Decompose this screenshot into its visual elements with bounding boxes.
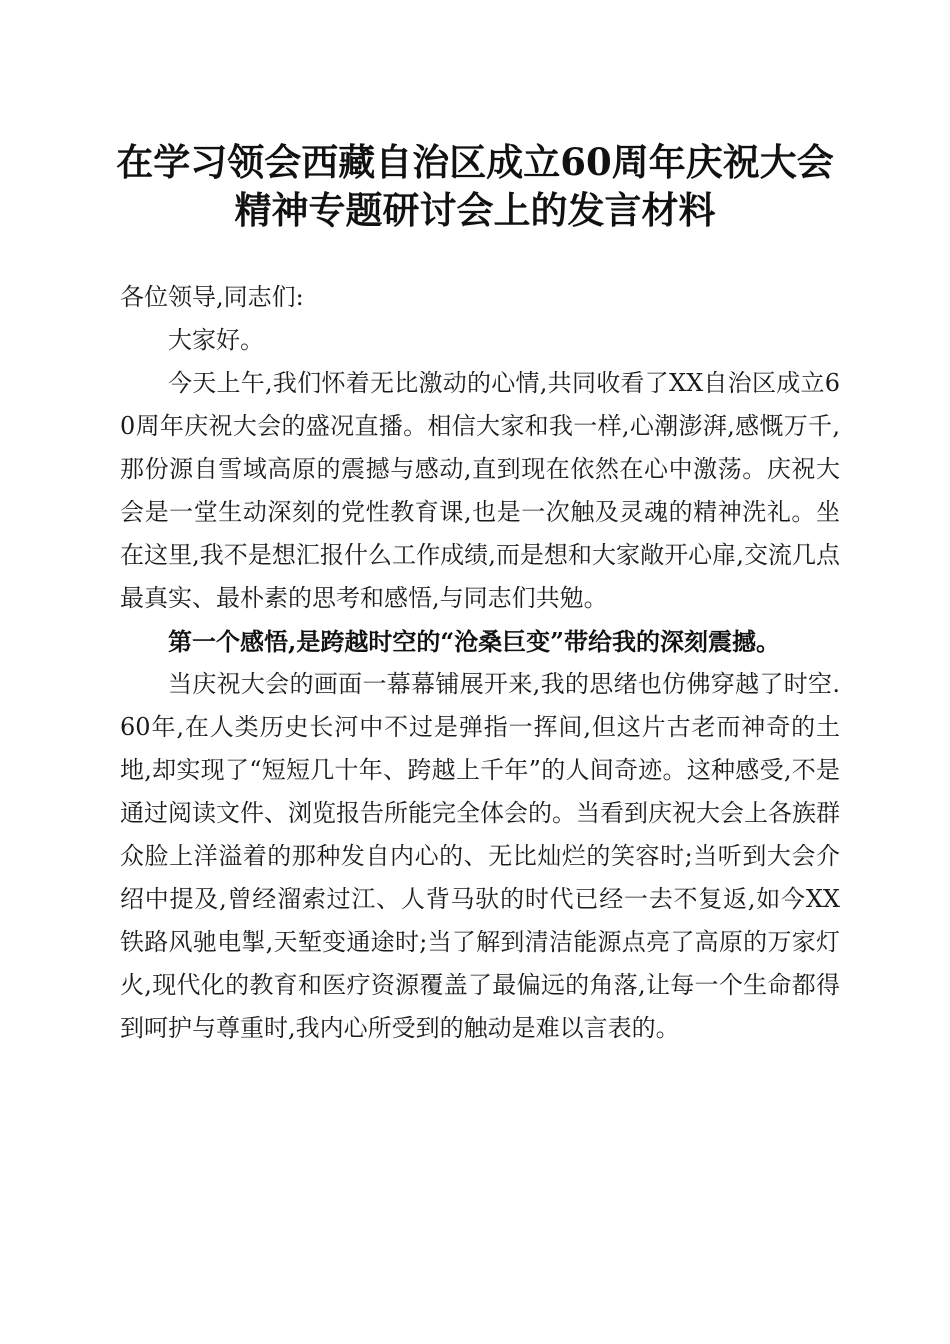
section-paragraph: 当庆祝大会的画面一幕幕铺展开来,我的思绪也仿佛穿越了时空.60年,在人类历史长河中不过是弹指一挥间,但这片古老而神奇的土地,却实现了“短短几十年、跨越上千年”的人间奇迹。这种感受,不是通过阅读文件、浏览报告所能完全体会的。当看到庆祝大会上各族群众脸上洋溢着的那种发自内心的、无比灿烂的笑容时;当听到大会介绍中提及,曾经溜索过江、人背马驮的时代已经一去不复返,如今XX铁路风驰电掣,天堑变通途时;当了解到清洁能源点亮了高原的万家灯火,现代化的教育和医疗资源覆盖了最偏远的角落,让每一个生命都得到呵护与尊重时,我内心所受到的触动是难以言表的。 bbox=[120, 670, 840, 1042]
intro-paragraph: 今天上午,我们怀着无比激动的心情,共同收看了XX自治区成立60周年庆祝大会的盛况直播。相信大家和我一样,心潮澎湃,感慨万千,那份源自雪域高原的震撼与感动,直到现在依然在心中激荡。庆祝大会是一堂生动深刻的党性教育课,也是一次触及灵魂的精神洗礼。坐在这里,我不是想汇报什么工作成绩,而是想和大家敞开心扉,交流几点最真实、最朴素的思考和感悟,与同志们共勉。 bbox=[120, 369, 840, 612]
greeting: 大家好。 bbox=[168, 326, 264, 354]
title-line-2: 精神专题研讨会上的发言材料 bbox=[234, 188, 716, 232]
document-title bbox=[60, 138, 890, 234]
section-heading: 第一个感悟,是跨越时空的“沧桑巨变”带给我的深刻震撼。 bbox=[168, 627, 780, 656]
document-body bbox=[120, 276, 840, 1050]
salutation: 各位领导,同志们: bbox=[120, 283, 304, 311]
title-line-1: 在学习领会西藏自治区成立60周年庆祝大会 bbox=[116, 140, 834, 184]
